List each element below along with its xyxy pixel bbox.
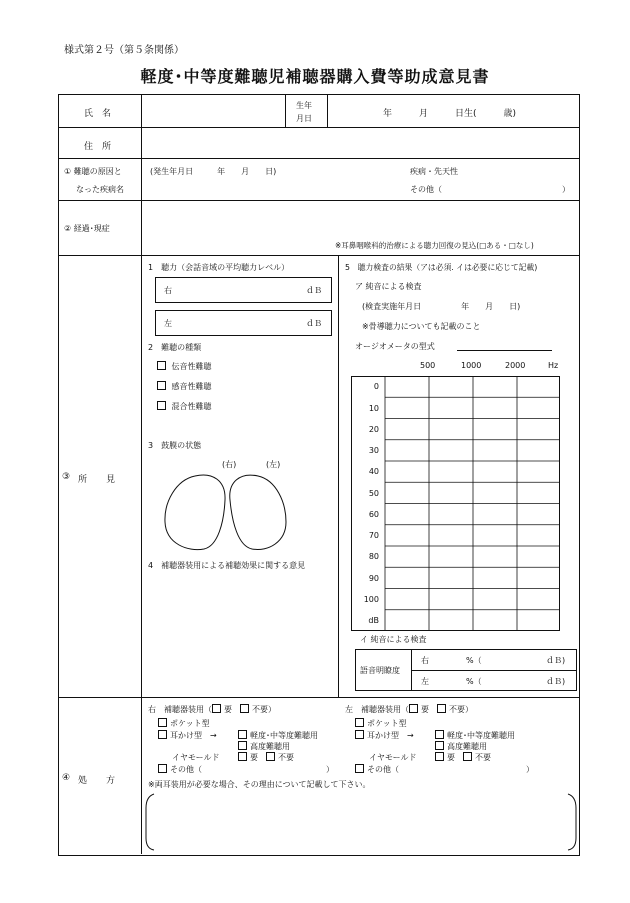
right-hearing-box[interactable] — [155, 277, 332, 303]
dob-label-line1: 生年 — [296, 101, 312, 110]
checkbox-icon[interactable] — [437, 704, 446, 713]
course-field[interactable] — [142, 201, 578, 237]
rx-right-other-close: ） — [326, 765, 334, 774]
audiogram-level-label: 90 — [368, 573, 379, 583]
audiometer-label: オージオメータの型式 — [355, 342, 435, 351]
rx-right-mild[interactable]: 軽度･中等度難聴用 — [238, 730, 318, 741]
type-conductive[interactable]: 伝音性難聴 — [157, 361, 212, 372]
speech-right-percent[interactable]: %（ — [466, 656, 482, 665]
rx-left-earmold-need[interactable]: 要 不要 — [435, 752, 491, 763]
freq-unit: Hz — [548, 361, 559, 370]
checkbox-icon[interactable] — [238, 730, 247, 739]
speech-label: 語音明瞭度 — [360, 666, 400, 675]
eardrum-diagram — [160, 470, 300, 552]
dob-label-line2: 月日 — [296, 114, 312, 123]
cause-label-line1: ① 難聴の原因と — [64, 167, 122, 176]
rx-left-other-close: ） — [526, 765, 534, 774]
audiogram-level-label: 50 — [368, 488, 379, 498]
hearing-title: 1 聴力（会話音域の平均聴力レベル） — [148, 263, 290, 272]
eardrum-right-label: (右) — [222, 460, 237, 469]
type-title: 2 難聴の種類 — [148, 343, 202, 352]
recovery-note: ※耳鼻咽喉科的治療による聴力回復の見込(□ある・□なし) — [335, 241, 534, 250]
rx-right-earmold: イヤモールド — [172, 753, 220, 762]
address-label: 住 所 — [84, 142, 112, 152]
audiogram-level-label: 80 — [368, 552, 379, 562]
audiogram-level-label: 60 — [368, 509, 379, 519]
left-hearing-box[interactable] — [155, 310, 332, 336]
cause-label-line2: なった疾病名 — [76, 185, 124, 194]
rx-left-earmold: イヤモールド — [369, 753, 417, 762]
audiogram-level-label: 40 — [368, 467, 379, 477]
checkbox-icon[interactable] — [158, 764, 167, 773]
bone-note: ※骨導聴力についても記載のこと — [362, 322, 481, 331]
audiogram-level-label: dB — [368, 616, 379, 625]
checkbox-icon[interactable] — [157, 361, 166, 370]
rx-right-earmold-need[interactable]: 要 不要 — [238, 752, 294, 763]
freq-500: 500 — [420, 361, 436, 370]
checkbox-icon[interactable] — [435, 752, 444, 761]
right-db-unit: ｄＢ — [306, 286, 322, 295]
eardrum-left-outline — [230, 475, 286, 549]
pure-tone-title: ア 純音による検査 — [355, 282, 422, 291]
audiogram-level-label: 20 — [368, 424, 379, 434]
checkbox-icon[interactable] — [355, 764, 364, 773]
checkbox-icon[interactable] — [355, 718, 364, 727]
form-number: 様式第２号（第５条関係） — [64, 45, 184, 56]
audiogram-level-label: 10 — [368, 403, 379, 413]
page-title: 軽度･中等度難聴児補聴器購入費等助成意見書 — [140, 67, 490, 86]
effect-title: 4 補聴器装用による補聴効果に関する意見 — [148, 561, 306, 570]
checkbox-icon[interactable] — [435, 741, 444, 750]
rx-right-other[interactable]: その他（ — [158, 764, 202, 775]
findings-label-a: 所 — [78, 475, 88, 485]
speech-right: 右 — [421, 656, 429, 665]
rx-right-title: 右 補聴器装用（ 要 不要） — [148, 705, 276, 714]
left-db-unit: ｄＢ — [306, 319, 322, 328]
audiogram-level-label: 100 — [363, 594, 379, 604]
audiogram-grid[interactable] — [351, 376, 561, 632]
rx-right-pocket[interactable]: ポケット型 — [158, 718, 210, 729]
checkbox-icon[interactable] — [157, 381, 166, 390]
checkbox-icon[interactable] — [212, 704, 221, 713]
exam-date[interactable]: (検査実施年月日 年 月 日) — [362, 302, 521, 311]
course-label: ② 経過･現症 — [64, 224, 110, 233]
rx-left-severe[interactable]: 高度難聴用 — [435, 741, 487, 752]
binaural-reason-field[interactable] — [144, 792, 578, 852]
checkbox-icon[interactable] — [266, 752, 275, 761]
binaural-note: ※両耳装用が必要な場合、その理由について記載して下さい。 — [148, 780, 371, 789]
checkbox-icon[interactable] — [238, 741, 247, 750]
exam-title: 5 聴力検査の結果（アは必須. イは必要に応じて記載) — [345, 263, 538, 272]
speech-left-percent[interactable]: %（ — [466, 677, 482, 686]
checkbox-icon[interactable] — [158, 718, 167, 727]
checkbox-icon[interactable] — [158, 730, 167, 739]
rx-left-mild[interactable]: 軽度･中等度難聴用 — [435, 730, 515, 741]
right-label: 右 — [164, 286, 172, 295]
rx-left-title: 左 補聴器装用（ 要 不要） — [345, 705, 473, 714]
checkbox-icon[interactable] — [238, 752, 247, 761]
checkbox-icon[interactable] — [157, 401, 166, 410]
effect-field[interactable] — [148, 575, 334, 693]
eardrum-left-label: (左) — [266, 460, 281, 469]
speech-title: イ 純音による検査 — [360, 635, 427, 644]
checkbox-icon[interactable] — [409, 704, 418, 713]
left-label: 左 — [164, 319, 172, 328]
checkbox-icon[interactable] — [355, 730, 364, 739]
onset-date[interactable]: (発生年月日 年 月 日) — [150, 167, 277, 176]
findings-label-b: 見 — [106, 475, 116, 485]
name-label: 氏 名 — [84, 109, 112, 119]
findings-num: ③ — [62, 472, 71, 482]
disease-congenital: 疾病・先天性 — [410, 167, 458, 176]
disease-other[interactable]: その他（ — [410, 185, 442, 194]
rx-left-bte[interactable]: 耳かけ型 → — [355, 730, 414, 741]
left-bracket — [146, 794, 154, 850]
dob-field[interactable]: 年 月 日生( 歳) — [383, 109, 517, 119]
audiometer-input-line[interactable] — [457, 350, 552, 351]
type-mixed[interactable]: 混合性難聴 — [157, 401, 212, 412]
audiogram-level-label: 30 — [368, 446, 379, 455]
prescription-label-a: 処 — [78, 776, 88, 786]
type-sensorineural[interactable]: 感音性難聴 — [157, 381, 212, 392]
speech-left: 左 — [421, 677, 429, 686]
right-bracket — [568, 794, 576, 850]
prescription-num: ④ — [62, 773, 71, 783]
speech-table — [355, 649, 577, 691]
disease-other-close: ） — [562, 185, 570, 194]
speech-left-db: ｄＢ) — [546, 677, 566, 686]
prescription-label-b: 方 — [106, 776, 116, 786]
eardrum-title: 3 鼓膜の状態 — [148, 441, 202, 450]
freq-1000: 1000 — [461, 361, 482, 370]
checkbox-icon[interactable] — [435, 730, 444, 739]
audiogram-level-label: 0 — [373, 382, 379, 392]
rx-left-pocket[interactable]: ポケット型 — [355, 718, 407, 729]
rx-left-other[interactable]: その他（ — [355, 764, 399, 775]
rx-right-bte[interactable]: 耳かけ型 → — [158, 730, 217, 741]
checkbox-icon[interactable] — [463, 752, 472, 761]
address-field[interactable] — [142, 128, 578, 157]
freq-2000: 2000 — [505, 361, 526, 370]
name-field[interactable] — [142, 95, 284, 126]
audiogram-level-label: 70 — [368, 531, 379, 540]
eardrum-right-outline — [165, 475, 225, 550]
checkbox-icon[interactable] — [240, 704, 249, 713]
rx-right-severe[interactable]: 高度難聴用 — [238, 741, 290, 752]
speech-right-db: ｄＢ) — [546, 656, 566, 665]
